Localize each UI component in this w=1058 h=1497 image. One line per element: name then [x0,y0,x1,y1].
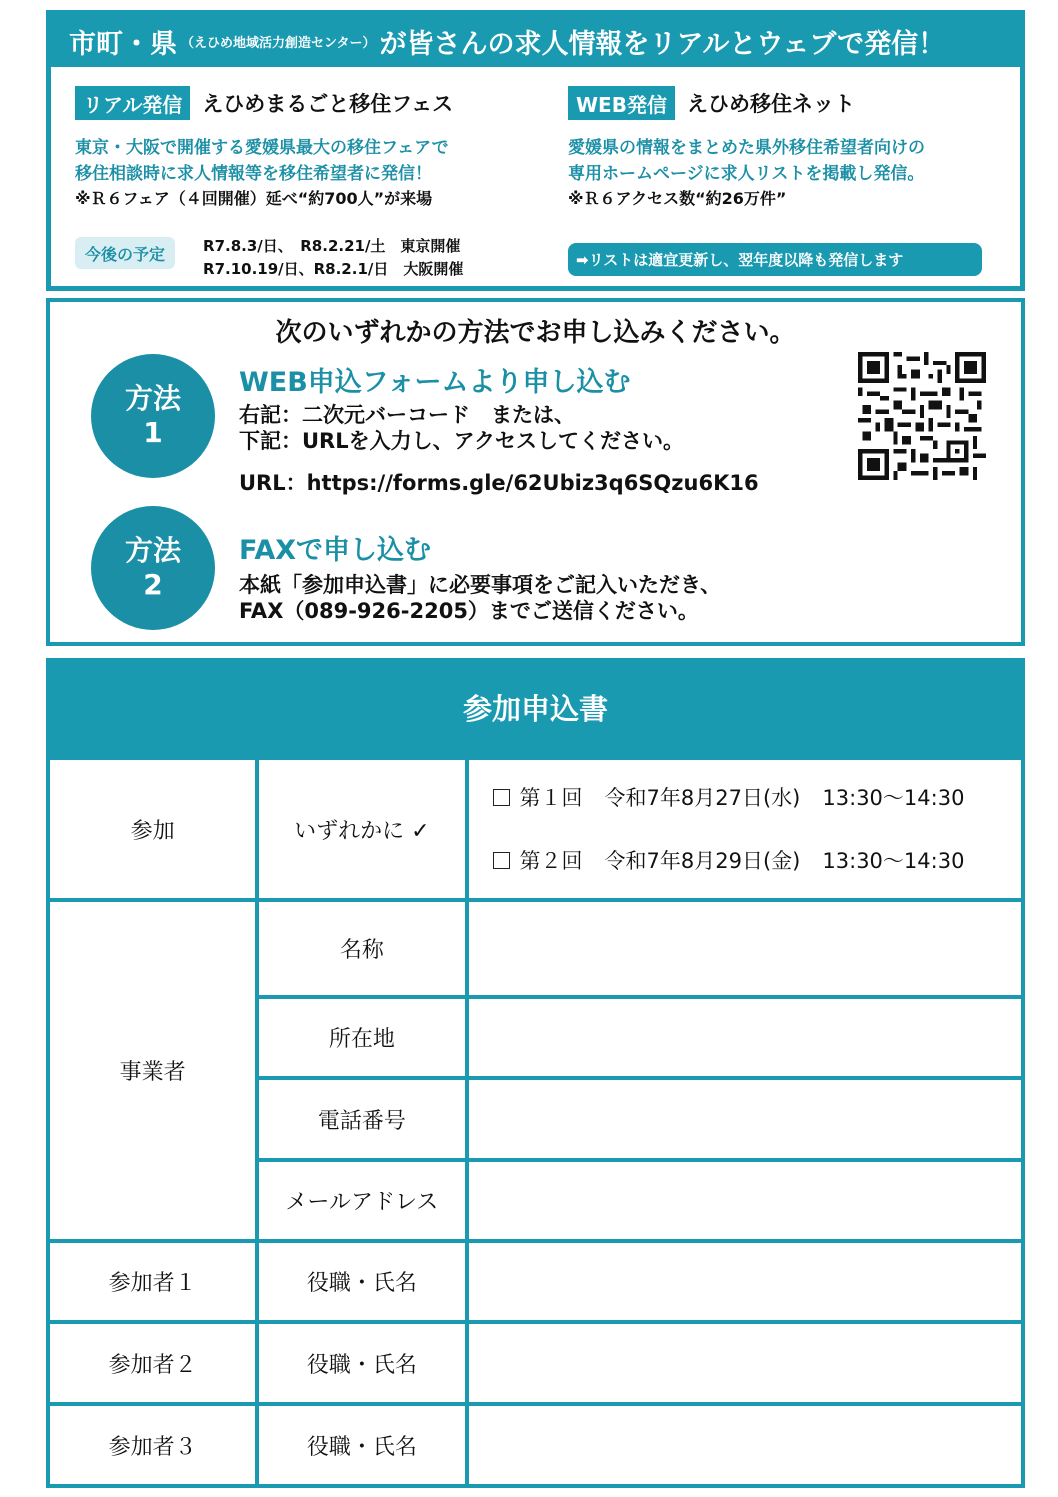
participant-3-field-label: 役職・氏名 [257,1404,466,1486]
business-address-label: 所在地 [257,997,466,1078]
real-desc-line2: 移住相談時に求人情報等を移住希望者に発信！ [75,164,432,184]
header-prefix: 市町・県 [69,28,177,60]
application-methods-panel [46,298,1025,646]
method1-badge-number: 1 [143,416,163,449]
method1-heading: WEB申込フォームより申し込む [239,367,631,398]
participant-2-field-label: 役職・氏名 [257,1322,466,1404]
application-form-title: 参加申込書 [46,658,1025,756]
business-name-label: 名称 [257,900,466,997]
session-1-date: 令和7年8月27日(水) [604,785,801,810]
method2-line2: FAX（089-926-2205）までご送信ください。 [239,599,699,623]
method1-badge [91,354,215,478]
method2-badge-label: 方法 [124,534,181,567]
real-broadcast-note: ※Ｒ６フェア（４回開催）延べ“約700人”が来場 [75,189,433,208]
session-1-round: 第１回 [519,785,583,810]
web-broadcast-note: ※Ｒ６アクセス数“約26万件” [568,189,787,208]
session-2-checkbox[interactable] [493,852,510,869]
method2-badge-number: 2 [143,568,163,601]
real-desc-line1: 東京・大阪で開催する愛媛県最大の移住フェアで [75,138,449,158]
web-broadcast-description [568,135,998,187]
real-broadcast-chip: リアル発信 [75,86,190,120]
recruitment-info-panel [46,10,1025,291]
session-option-1[interactable] [493,783,1021,813]
business-email-label: メールアドレス [257,1160,466,1241]
session-2-time: 13:30～14:30 [822,848,965,873]
real-broadcast-description [75,135,545,187]
participant-1-row [48,1241,1023,1322]
method1-instructions [239,402,684,454]
web-broadcast-title: えひめ移住ネット [686,92,855,116]
session-2-round: 第２回 [519,848,583,873]
schedule-line-tokyo: R7.8.3/日、 R8.2.21/土 東京開催 [203,237,461,255]
business-label: 事業者 [48,900,257,1241]
business-phone-input[interactable] [467,1078,1023,1160]
schedule-line-osaka: R7.10.19/日、R8.2.1/日 大阪開催 [203,260,464,278]
web-broadcast-chip: WEB発信 [568,86,675,120]
qr-code-icon[interactable] [858,352,986,480]
method2-instructions [239,572,721,624]
participant-1-label: 参加者１ [48,1241,257,1322]
instruction-text: いずれかに [294,818,405,844]
participation-label: 参加 [48,758,257,900]
methods-title: 次のいずれかの方法でお申し込みください。 [275,318,796,348]
participant-1-field-label: 役職・氏名 [257,1241,466,1322]
participation-instruction [257,758,466,900]
business-name-row [48,900,1023,997]
method2-line1: 本紙「参加申込書」に必要事項をご記入いただき、 [239,573,722,597]
list-update-banner: ➡リストは適宜更新し、翌年度以降も発信します [568,243,982,276]
participant-3-row [48,1404,1023,1486]
real-broadcast-title: えひめまるごと移住フェス [202,92,454,116]
web-desc-line1: 愛媛県の情報をまとめた県外移住希望者向けの [568,138,925,158]
session-options [467,758,1023,900]
panel-header [51,15,1020,67]
method1-line1: 右記：二次元バーコード または、 [239,403,575,427]
participation-row [48,758,1023,900]
real-broadcast-column [75,85,545,278]
schedule-label: 今後の予定 [75,237,175,269]
session-1-checkbox[interactable] [493,789,510,806]
participant-2-input[interactable] [467,1322,1023,1404]
session-2-date: 令和7年8月29日(金) [604,848,801,873]
upcoming-schedule [75,235,463,281]
web-broadcast-column [568,85,998,269]
header-main-text: が皆さんの求人情報をリアルとウェブで発信！ [379,28,946,60]
business-address-input[interactable] [467,997,1023,1078]
header-organization: （えひめ地域活力創造センター） [181,35,376,51]
participant-1-input[interactable] [467,1241,1023,1322]
method2-heading: FAXで申し込む [239,535,432,566]
participant-3-input[interactable] [467,1404,1023,1486]
business-email-input[interactable] [467,1160,1023,1241]
business-name-input[interactable] [467,900,1023,997]
application-form-table [46,756,1025,1488]
web-desc-line2: 専用ホームページに求人リストを掲載し発信。 [568,164,925,184]
form-url[interactable]: URL：https://forms.gle/62Ubiz3q6SQzu6K16 [239,471,759,495]
method1-line2: 下記：URLを入力し、アクセスしてください。 [239,429,684,453]
method1-badge-label: 方法 [124,382,181,415]
session-1-time: 13:30～14:30 [822,785,965,810]
business-phone-label: 電話番号 [257,1078,466,1160]
session-option-2[interactable] [493,846,1021,876]
method2-badge [91,506,215,630]
participant-2-label: 参加者２ [48,1322,257,1404]
check-mark-icon: ✓ [411,818,430,844]
participant-2-row [48,1322,1023,1404]
participant-3-label: 参加者３ [48,1404,257,1486]
